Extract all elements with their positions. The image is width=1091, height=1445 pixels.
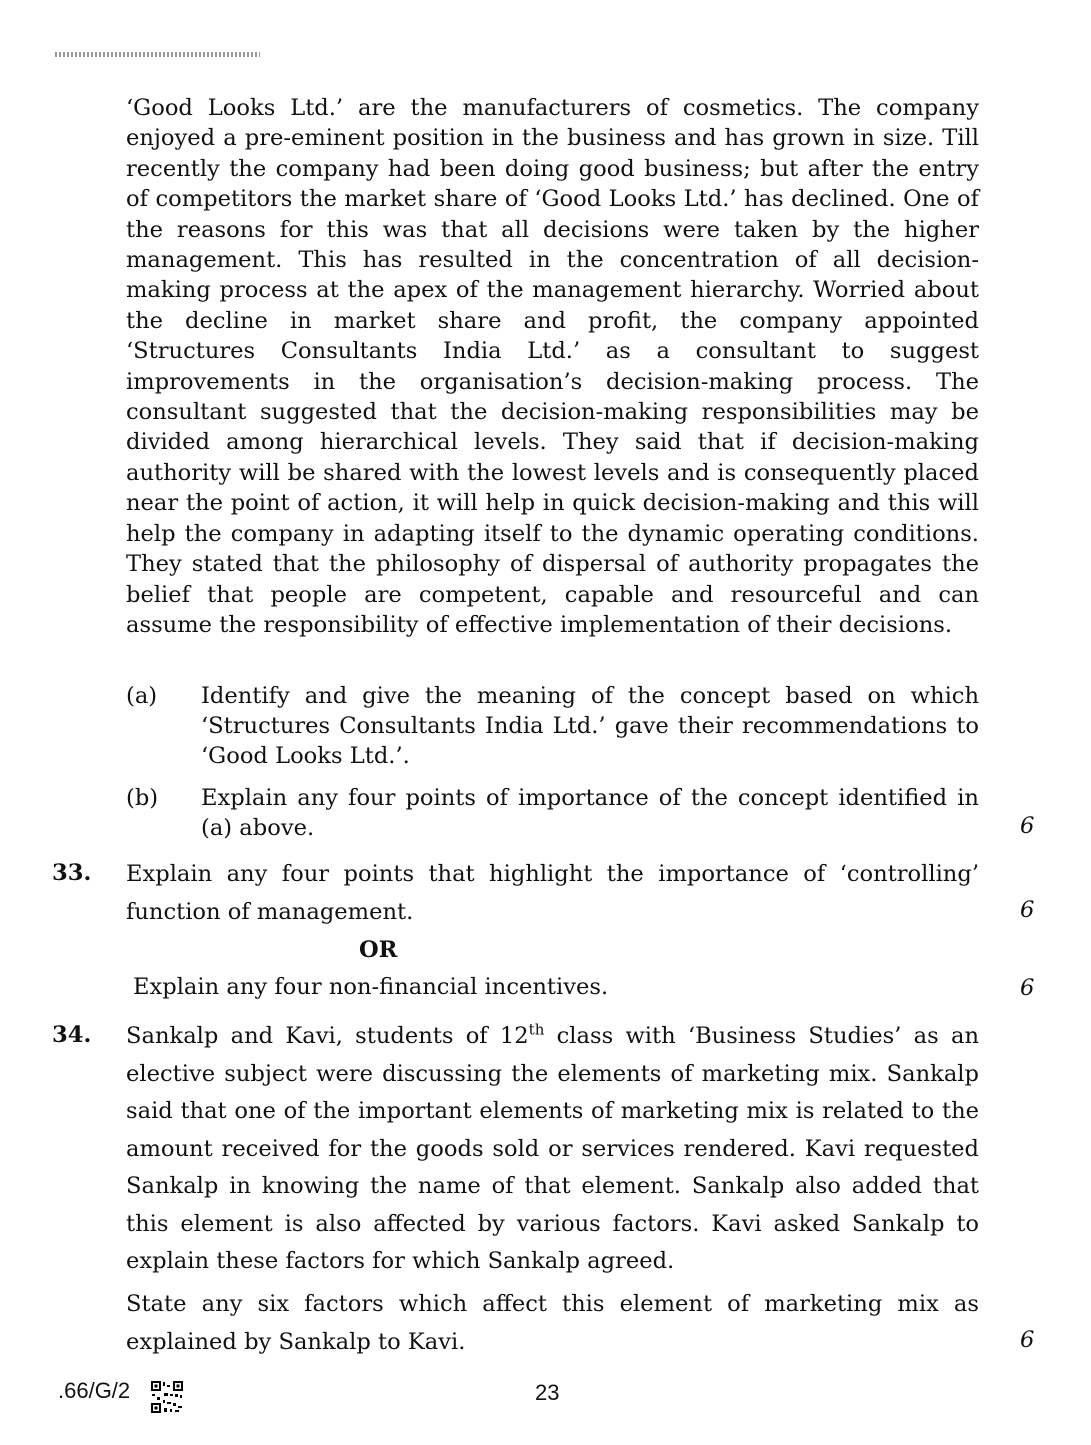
paper-code: .66/G/2 (58, 1378, 131, 1403)
q33-text: Explain any four points that highlight the importance of ‘controlling’ function of management. (126, 861, 979, 925)
q33-alternative-marks: 6 (1020, 975, 1035, 1001)
q33-alternative-text: Explain any four non-financial incentives. (133, 974, 609, 1000)
sub-question-a-label: (a) (126, 683, 158, 709)
q33-marks: 6 (1020, 897, 1035, 923)
q34-text-rest: class with ‘Business Studies’ as an elective subject were discussing the elements of marketing mix. Sankalp said that one of the important elements of marketing mix is related to the amount received for the goods sold or services rendered. Kavi requested Sankalp in knowing the name of that element. Sankalp also added that this element is also affected by various factors. Kavi asked Sankalp to explain these factors for which Sankalp agreed. (126, 1023, 979, 1274)
q34-text (126, 1018, 979, 1281)
q34-instruction: State any six factors which affect this element of marketing mix as explained by Sankalp to Kavi. (126, 1291, 979, 1355)
header-microtext (55, 52, 260, 57)
sub-question-b-text: Explain any four points of importance of the concept identified in (a) above. (201, 785, 979, 841)
q34-superscript: th (528, 1020, 545, 1039)
q34-text-start: Sankalp and Kavi, students of 12 (126, 1023, 529, 1049)
or-label: OR (359, 937, 398, 963)
sub-question-b-label: (b) (126, 785, 159, 811)
q33-number: 33. (52, 860, 92, 886)
q34-number: 34. (52, 1022, 92, 1048)
sub-question-a-text: Identify and give the meaning of the concept based on which ‘Structures Consultants India Ltd.’ gave their recommendations to ‘Good Looks Ltd.’. (201, 683, 979, 769)
qr-code-icon (150, 1380, 184, 1414)
page-number: 23 (535, 1380, 560, 1405)
case-study-paragraph: ‘Good Looks Ltd.’ are the manufacturers of cosmetics. The company enjoyed a pre-eminent position in the business and has grown in size. Till recently the company had been doing good business; but after the entry of competitors the market share of ‘Good Looks Ltd.’ has declined. One of the reasons for this was that all decisions were taken by the higher management. This has resulted in the concentration of all decision-making process at the apex of the management hierarchy. Worried about the decline in market share and profit, the company appointed ‘Structures Consultants India Ltd.’ as a consultant to suggest improvements in the organisation’s decision-making process. The consultant suggested that the decision-making responsibilities may be divided among hierarchical levels. They said that if decision-making authority will be shared with the lowest levels and is consequently placed near the point of action, it will help in quick decision-making and this will help the company in adapting itself to the dynamic operating conditions. They stated that the philosophy of dispersal of authority propagates the belief that people are competent, capable and resourceful and can assume the responsibility of effective implementation of their decisions. (126, 95, 979, 638)
q34-marks: 6 (1020, 1327, 1035, 1353)
q32-marks: 6 (1020, 813, 1035, 839)
